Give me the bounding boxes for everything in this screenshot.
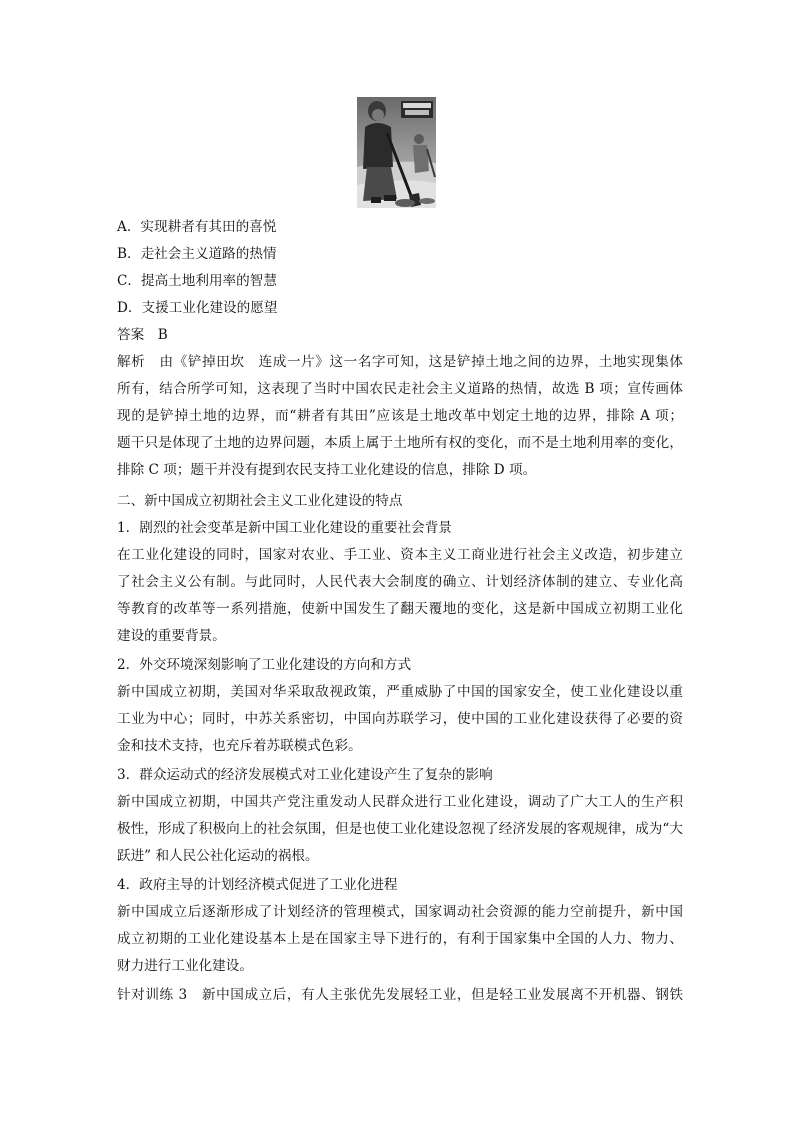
analysis-line: 题干只是体现了土地的边界问题，本质上属于土地所有权的变化，而不是土地利用率的变化， [117,435,683,451]
point-text-line: 新中国成立初期，美国对华采取敌视政策，严重威胁了中国的国家安全，使工业化建设以重 [117,684,683,700]
point-text-line: 成立初期的工业化建设基本上是在国家主导下进行的，有利于国家集中全国的人力、物力、 [117,931,683,947]
point-title: 4．政府主导的计划经济模式促进了工业化进程 [117,877,398,893]
point-text-line: 金和技术支持，也充斥着苏联模式色彩。 [117,738,362,754]
answer: 答案 B [117,327,168,343]
point-title: 2．外交环境深刻影响了工业化建设的方向和方式 [117,657,412,673]
point-text-line: 财力进行工业化建设。 [117,958,253,974]
point-text-line: 新中国成立初期，中国共产党注重发动人民群众进行工业化建设，调动了广大工人的生产积 [117,794,683,810]
point-text-line: 在工业化建设的同时，国家对农业、手工业、资本主义工商业进行社会主义改造，初步建立 [117,547,683,563]
point-title: 3．群众运动式的经济发展模式对工业化建设产生了复杂的影响 [117,767,493,783]
point-title: 1．剧烈的社会变革是新中国工业化建设的重要社会背景 [117,520,452,536]
option-c: C．提高土地利用率的智慧 [117,273,277,289]
analysis-line: 现的是铲掉土地的边界，而“耕者有其田”应该是土地改革中划定土地的边界，排除 A 项； [117,408,683,424]
point-text-line: 极性，形成了积极向上的社会氛围，但是也使工业化建设忽视了经济发展的客观规律，成为“大 [117,821,683,837]
analysis-line: 解析 由《铲掉田坎 连成一片》这一名字可知，这是铲掉土地之间的边界，土地实现集体 [117,354,683,370]
option-a: A．实现耕者有其田的喜悦 [117,219,277,235]
point-text-line: 新中国成立后逐渐形成了计划经济的管理模式，国家调动社会资源的能力空前提升，新中国 [117,904,683,920]
point-text-line: 工业为中心；同时，中苏关系密切，中国向苏联学习，使中国的工业化建设获得了必要的资 [117,711,683,727]
analysis-line: 排除 C 项；题干并没有提到农民支持工业化建设的信息，排除 D 项。 [117,462,537,478]
point-text-line: 建设的重要背景。 [117,628,226,644]
propaganda-poster-image [357,97,436,208]
point-text-line: 跃进” 和人民公社化运动的祸根。 [117,848,319,864]
point-text-line: 等教育的改革等一系列措施，使新中国发生了翻天覆地的变化，这是新中国成立初期工业化 [117,601,683,617]
section-heading: 二、新中国成立初期社会主义工业化建设的特点 [117,493,403,509]
poster-illustration [357,97,436,208]
training-question: 针对训练 3 新中国成立后，有人主张优先发展轻工业，但是轻工业发展离不开机器、钢铁 [117,987,683,1003]
point-text-line: 了社会主义公有制。与此同时，人民代表大会制度的确立、计划经济体制的建立、专业化高 [117,574,683,590]
option-b: B．走社会主义道路的热情 [117,246,277,262]
analysis-line: 所有，结合所学可知，这表现了当时中国农民走社会主义道路的热情，故选 B 项；宣传画体 [117,381,683,397]
option-d: D．支援工业化建设的愿望 [117,300,278,316]
